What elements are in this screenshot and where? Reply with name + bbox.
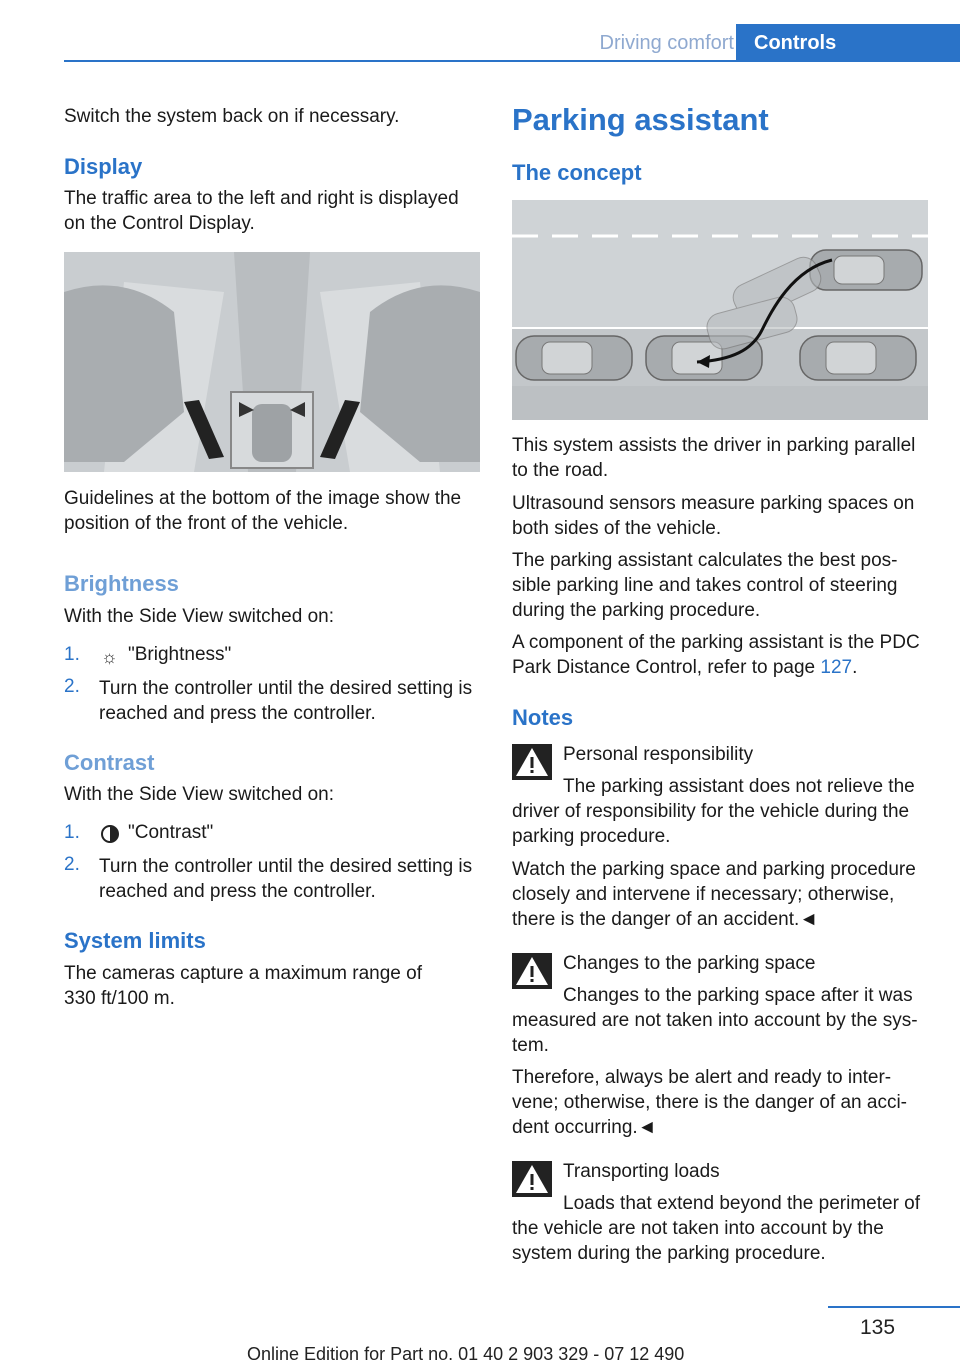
concept-p4-text: A component of the parking assistant is the PDC Park Distance Control, refer to page bbox=[512, 632, 920, 678]
contrast-steps bbox=[64, 822, 480, 902]
step-number: 1. bbox=[64, 822, 80, 843]
step-number: 1. bbox=[64, 644, 80, 665]
note1-text: The parking assistant does not relieve the driver of responsibility for the vehicle during the parking procedure. bbox=[512, 776, 915, 847]
note2-title: Changes to the parking space bbox=[563, 953, 816, 974]
brightness-intro: With the Side View switched on: bbox=[64, 606, 335, 627]
footer-rule bbox=[828, 1306, 960, 1308]
note1-title: Personal responsibility bbox=[563, 744, 754, 765]
contrast-step-2: Turn the controller until the desired setting is reached and press the controller. bbox=[99, 856, 473, 902]
edition-text: Online Edition for Part no. 01 40 2 903 329 - 07 12 490 bbox=[247, 1344, 685, 1364]
note2-text2: Therefore, always be alert and ready to inter‐vene; otherwise, there is the danger of an acci‐dent occurring.◄ bbox=[512, 1067, 908, 1138]
concept-p1: This system assists the driver in parking parallel to the road. bbox=[512, 435, 916, 481]
contrast-icon bbox=[100, 824, 120, 844]
parking-illustration bbox=[512, 200, 928, 420]
brightness-step-2: Turn the controller until the desired setting is reached and press the controller. bbox=[99, 678, 473, 724]
contrast-heading: Contrast bbox=[64, 750, 155, 775]
contrast-step-1: "Contrast" bbox=[128, 822, 214, 843]
note1-text2: Watch the parking space and parking procedure closely and intervene if necessary; otherwise, there is the danger of an accident.◄ bbox=[512, 859, 916, 930]
intro-text: Switch the system back on if necessary. bbox=[64, 106, 400, 127]
notes-heading: Notes bbox=[512, 705, 574, 730]
note3-title: Transporting loads bbox=[563, 1161, 720, 1182]
concept-p4-end: . bbox=[852, 657, 858, 678]
header-rule bbox=[64, 60, 960, 62]
limits-text: The cameras capture a maximum range of 330 ft/100 m. bbox=[64, 963, 422, 1009]
concept-p3: The parking assistant calculates the best pos‐sible parking line and takes control of steering during the parking procedure. bbox=[512, 550, 898, 621]
limits-heading: System limits bbox=[64, 928, 206, 953]
page-number: 135 bbox=[860, 1316, 896, 1339]
brightness-steps bbox=[64, 644, 480, 724]
guidelines-text: Guidelines at the bottom of the image show the position of the front of the vehicle. bbox=[64, 488, 462, 534]
concept-p2: Ultrasound sensors measure parking spaces on both sides of the vehicle. bbox=[512, 493, 915, 539]
note3-text: Loads that extend beyond the perimeter of the vehicle are not taken into account by the system during the parking procedure. bbox=[512, 1193, 921, 1264]
side-view-illustration bbox=[64, 252, 480, 472]
page-link[interactable]: 127 bbox=[820, 657, 853, 678]
display-text: The traffic area to the left and right is displayed on the Control Display. bbox=[64, 188, 459, 234]
header-tab: Controls bbox=[736, 24, 960, 62]
step-number: 2. bbox=[64, 854, 80, 875]
concept-heading: The concept bbox=[512, 160, 642, 185]
concept-p4 bbox=[512, 630, 930, 680]
page-title: Parking assistant bbox=[512, 102, 769, 137]
contrast-intro: With the Side View switched on: bbox=[64, 784, 335, 805]
display-heading: Display bbox=[64, 154, 143, 179]
header-section: Driving comfort bbox=[599, 32, 734, 54]
note2-text: Changes to the parking space after it was measured are not taken into account by the sys‐tem. bbox=[512, 985, 918, 1056]
brightness-icon: ☼ bbox=[101, 647, 118, 667]
brightness-step-1: "Brightness" bbox=[128, 644, 232, 665]
brightness-heading: Brightness bbox=[64, 571, 179, 596]
step-number: 2. bbox=[64, 676, 80, 697]
